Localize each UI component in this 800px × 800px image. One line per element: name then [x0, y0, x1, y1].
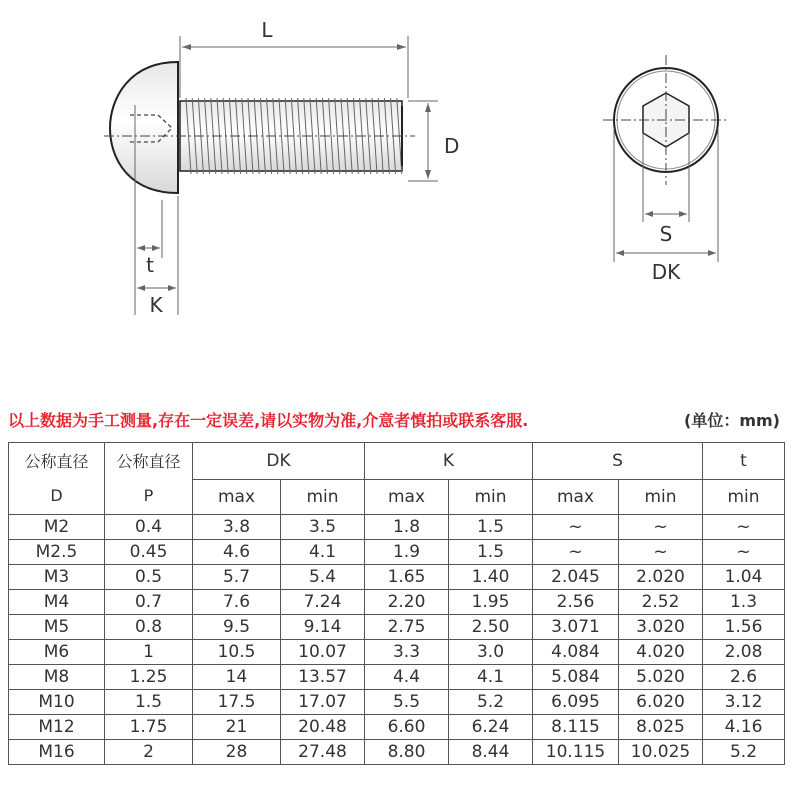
t-min-header: min	[703, 480, 785, 515]
table-row	[9, 615, 785, 640]
table-cell: 3.020	[619, 615, 703, 640]
table-cell: 7.6	[193, 590, 281, 615]
s-max-header: max	[533, 480, 619, 515]
table-cell: 28	[193, 740, 281, 765]
table-cell: 7.24	[281, 590, 365, 615]
table-cell: 2.50	[449, 615, 533, 640]
table-cell: 5.4	[281, 565, 365, 590]
table-cell: M6	[9, 640, 105, 665]
table-cell: 1.3	[703, 590, 785, 615]
measurement-disclaimer: 以上数据为手工测量,存在一定误差,请以实物为准,介意者慎拍或联系客服.	[8, 411, 529, 430]
table-cell: M8	[9, 665, 105, 690]
table-cell: 1.5	[105, 690, 193, 715]
table-cell: 10.07	[281, 640, 365, 665]
table-cell: 10.025	[619, 740, 703, 765]
table-cell: 3.071	[533, 615, 619, 640]
table-cell: 2.08	[703, 640, 785, 665]
table-cell: M10	[9, 690, 105, 715]
table-cell: 4.020	[619, 640, 703, 665]
table-cell: 3.5	[281, 515, 365, 540]
table-cell: 9.5	[193, 615, 281, 640]
table-cell: 1.40	[449, 565, 533, 590]
table-row	[9, 740, 785, 765]
col-s-header: S	[533, 443, 703, 480]
table-cell: 17.5	[193, 690, 281, 715]
table-cell: 10.5	[193, 640, 281, 665]
table-row	[9, 665, 785, 690]
table-cell: 21	[193, 715, 281, 740]
table-row	[9, 515, 785, 540]
table-cell: 1.5	[449, 540, 533, 565]
table-cell: 2.52	[619, 590, 703, 615]
length-label: L	[261, 18, 273, 42]
socket-depth-label: t	[146, 253, 154, 277]
table-row	[9, 590, 785, 615]
s-min-header: min	[619, 480, 703, 515]
k-min-header: min	[449, 480, 533, 515]
table-cell: 8.44	[449, 740, 533, 765]
screw-side-view	[104, 62, 415, 193]
table-cell: 3.8	[193, 515, 281, 540]
table-cell: 4.16	[703, 715, 785, 740]
table-cell: 1.9	[365, 540, 449, 565]
table-cell: 6.24	[449, 715, 533, 740]
table-cell: 8.025	[619, 715, 703, 740]
table-cell: 5.084	[533, 665, 619, 690]
screw-front-view	[603, 55, 729, 185]
dk-max-header: max	[193, 480, 281, 515]
table-cell: 1.04	[703, 565, 785, 590]
table-cell: 6.60	[365, 715, 449, 740]
col-k-header: K	[365, 443, 533, 480]
table-cell: M3	[9, 565, 105, 590]
table-cell: 14	[193, 665, 281, 690]
table-cell: 4.084	[533, 640, 619, 665]
table-cell: ~	[533, 515, 619, 540]
table-cell: M2.5	[9, 540, 105, 565]
table-cell: 2	[105, 740, 193, 765]
table-cell: 6.095	[533, 690, 619, 715]
socket-size-label: S	[659, 222, 673, 246]
table-cell: M4	[9, 590, 105, 615]
table-cell: 2.56	[533, 590, 619, 615]
table-cell: 4.6	[193, 540, 281, 565]
table-row	[9, 690, 785, 715]
table-cell: 3.3	[365, 640, 449, 665]
table-cell: 0.4	[105, 515, 193, 540]
table-cell: ~	[703, 515, 785, 540]
table-cell: 5.2	[449, 690, 533, 715]
table-row	[9, 715, 785, 740]
table-cell: 5.020	[619, 665, 703, 690]
table-cell: 5.5	[365, 690, 449, 715]
table-cell: 8.80	[365, 740, 449, 765]
table-cell: ~	[533, 540, 619, 565]
table-cell: M12	[9, 715, 105, 740]
table-cell: 20.48	[281, 715, 365, 740]
table-cell: 0.7	[105, 590, 193, 615]
head-diameter-label: DK	[651, 260, 681, 284]
table-cell: 1.65	[365, 565, 449, 590]
table-cell: 3.12	[703, 690, 785, 715]
table-cell: M16	[9, 740, 105, 765]
table-row	[9, 565, 785, 590]
table-cell: 1.95	[449, 590, 533, 615]
table-cell: 1.75	[105, 715, 193, 740]
table-cell: 1.8	[365, 515, 449, 540]
length-dimension	[180, 18, 408, 98]
screw-dimension-diagram	[0, 0, 800, 330]
table-cell: 4.1	[281, 540, 365, 565]
table-cell: M5	[9, 615, 105, 640]
table-cell: 0.8	[105, 615, 193, 640]
unit-label: (单位：mm)	[684, 411, 780, 430]
table-cell: 5.7	[193, 565, 281, 590]
table-cell: 2.045	[533, 565, 619, 590]
table-cell: 10.115	[533, 740, 619, 765]
col-dk-header: DK	[193, 443, 365, 480]
diameter-dimension	[408, 101, 459, 181]
col-pitch-header: 公称直径 P	[105, 443, 193, 515]
col-t-header: t	[703, 443, 785, 480]
table-row	[9, 540, 785, 565]
table-cell: 0.45	[105, 540, 193, 565]
spec-table	[8, 442, 785, 765]
table-cell: 1.5	[449, 515, 533, 540]
table-cell: 17.07	[281, 690, 365, 715]
table-cell: ~	[619, 515, 703, 540]
table-row	[9, 640, 785, 665]
table-cell: M2	[9, 515, 105, 540]
table-cell: ~	[703, 540, 785, 565]
table-cell: 2.20	[365, 590, 449, 615]
col-nominal-diameter-header: 公称直径 D	[9, 443, 105, 515]
table-cell: 8.115	[533, 715, 619, 740]
table-cell: 2.6	[703, 665, 785, 690]
head-height-label: K	[149, 293, 163, 317]
table-cell: 6.020	[619, 690, 703, 715]
table-cell: 5.2	[703, 740, 785, 765]
table-cell: 9.14	[281, 615, 365, 640]
table-cell: 0.5	[105, 565, 193, 590]
k-max-header: max	[365, 480, 449, 515]
table-cell: 2.75	[365, 615, 449, 640]
table-cell: 1.56	[703, 615, 785, 640]
table-cell: 27.48	[281, 740, 365, 765]
table-cell: 4.1	[449, 665, 533, 690]
table-cell: ~	[619, 540, 703, 565]
table-cell: 2.020	[619, 565, 703, 590]
diameter-label: D	[444, 134, 460, 158]
table-cell: 1	[105, 640, 193, 665]
table-cell: 3.0	[449, 640, 533, 665]
dk-min-header: min	[281, 480, 365, 515]
table-cell: 13.57	[281, 665, 365, 690]
table-cell: 4.4	[365, 665, 449, 690]
table-cell: 1.25	[105, 665, 193, 690]
